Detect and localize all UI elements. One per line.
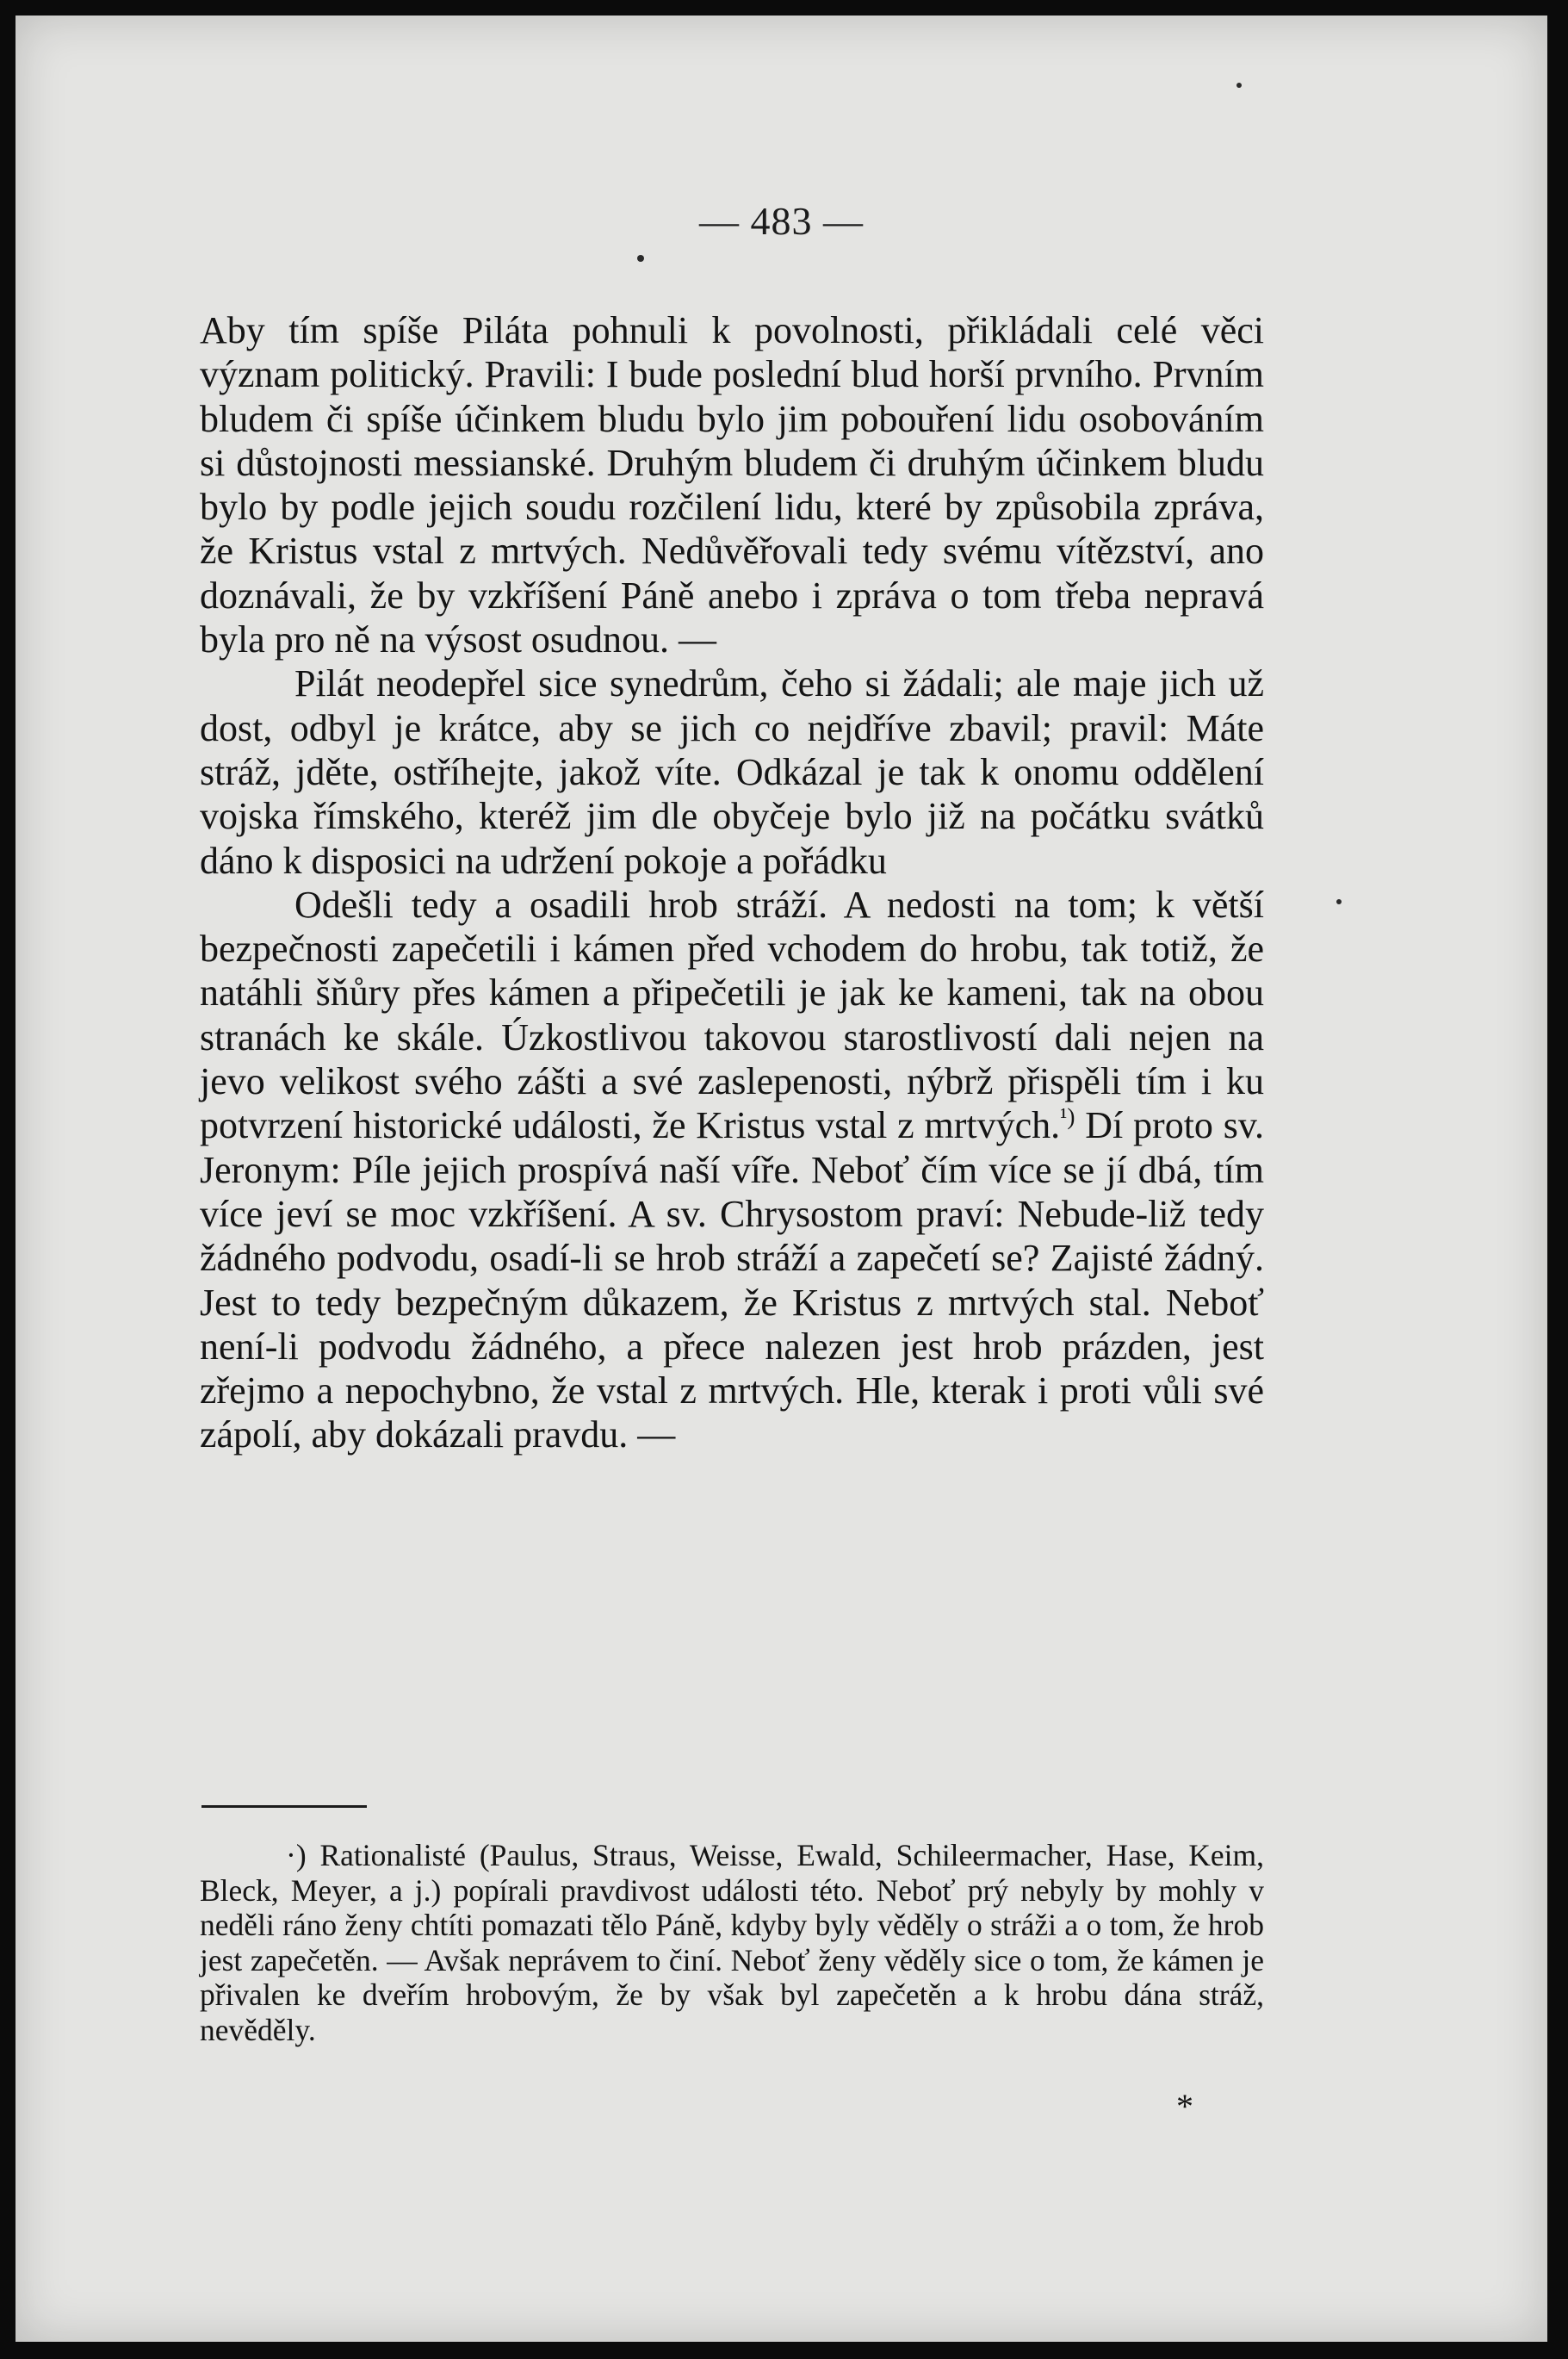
footnote-divider (201, 1805, 367, 1808)
main-text (200, 308, 1264, 1457)
footnote-marker: ¹) (1060, 1103, 1075, 1130)
footnote-1 (200, 1838, 1264, 2047)
paragraph-1: Aby tím spíše Piláta pohnuli k povolnosti, přikládali celé věci význam politický. Pravili: I bude poslední blud horší prvního. Prvním bludem či spíše účinkem bludu bylo jim pobouření lidu osobováním si důstojnosti messianské. Druhým bludem či druhým účinkem bludu bylo by podle jejich soudu rozčilení lidu, které by způsobila zpráva, že Kristus vstal z mrtvých. Nedůvěřovali tedy svému vítězství, ano doznávali, že by vzkříšení Páně anebo i zpráva o tom třeba nepravá byla pro ně na výsost osudnou. — (200, 309, 1264, 661)
paragraph-3-text: Odešli tedy a osadili hrob stráží. A nedosti na tom; k větší bezpečnosti zapečetili i kámen před vchodem do hrobu, tak totiž, že natáhli šňůry přes kámen a připečetili je jak ke kameni, tak na obou stranách ke skále. Úzkostlivou takovou starostlivostí dali nejen na jevo velikost svého zášti a své zaslepenosti, nýbrž přispěli tím i ku potvrzení historické události, že Kristus vstal z mrtvých. (200, 883, 1264, 1147)
page-speck (1236, 83, 1242, 88)
page-speck (637, 255, 644, 262)
page-speck (1336, 899, 1342, 904)
paragraph-3 (200, 883, 1264, 1457)
footnotes (200, 1838, 1264, 2047)
paragraph-3-continuation: Dí proto sv. Jeronym: Píle jejich prospívá naší víře. Neboť čím více se jí dbá, tím více jeví se moc vzkříšení. A sv. Chrysostom praví: Nebude-liž tedy žádného podvodu, osadí-li se hrob stráží a zapečetí se? Zajisté žádný. Jest to tedy bezpečným důkazem, že Kristus z mrtvých stal. Neboť není-li podvodu žádného, a přece nalezen jest hrob prázden, jest zřejmo a nepochybno, že vstal z mrtvých. Hle, kterak i proti vůli své zápolí, aby dokázali pravdu. — (200, 1104, 1265, 1456)
paragraph-2: Pilát neodepřel sice synedrům, čeho si žádali; ale maje jich už dost, odbyl je krátce, aby se jich co nejdříve zbavil; pravil: Máte stráž, jděte, ostříhejte, jakož víte. Odkázal je tak k onomu oddělení vojska římského, kteréž jim dle obyčeje bylo již na počátku svátků dáno k disposici na udržení pokoje a pořádku (200, 662, 1264, 882)
signature-mark: * (1176, 2087, 1193, 2126)
page-number: — 483 — (699, 199, 864, 243)
footnote-text: Rationalisté (Paulus, Straus, Weisse, Ewald, Schileermacher, Hase, Keim, Bleck, Meyer, a j.) popírali pravdivost události této. Neboť prý nebyly by mohly v neděli ráno ženy chtíti pomazati tělo Páně, kdyby byly věděly o stráži a o tom, že hrob jest zapečetěn. — Avšak neprávem to činí. Neboť ženy věděly sice o tom, že kámen je přivalen ke dveřím hrobovým, že by však byl zapečetěn a k hrobu dána stráž, nevěděly. (200, 1838, 1264, 2047)
footnote-ref: ·) (286, 1838, 307, 1872)
book-page (15, 16, 1547, 2342)
